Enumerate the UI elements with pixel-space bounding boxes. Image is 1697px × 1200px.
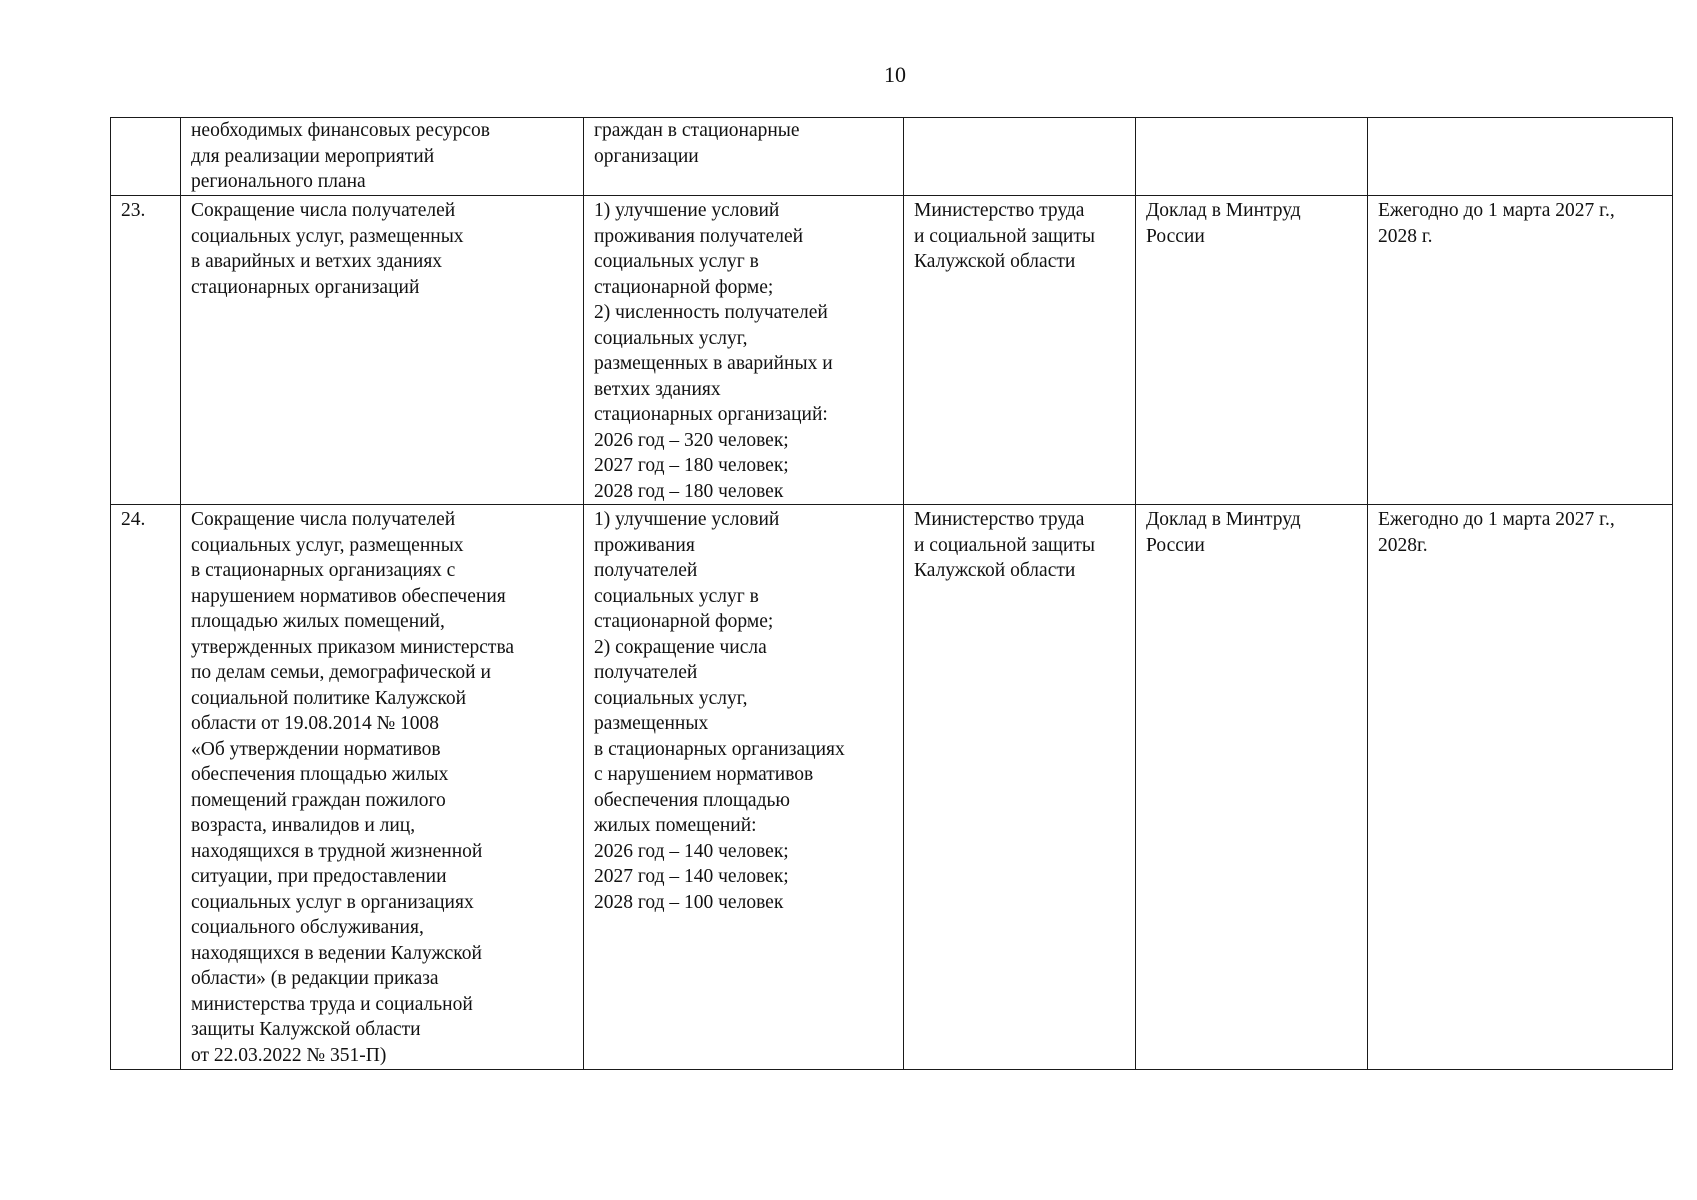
report-form-cell: Доклад в Минтруд России <box>1136 196 1368 505</box>
term-cell: Ежегодно до 1 марта 2027 г., 2028г. <box>1368 505 1673 1070</box>
report-form-cell <box>1136 118 1368 196</box>
responsible-cell: Министерство труда и социальной защиты Калужской области <box>904 196 1136 505</box>
page-number: 10 <box>884 62 906 87</box>
row-number: 24. <box>111 505 181 1070</box>
responsible-cell: Министерство труда и социальной защиты Калужской области <box>904 505 1136 1070</box>
row-number: 23. <box>111 196 181 505</box>
event-cell: Сокращение числа получателей социальных услуг, размещенных в аварийных и ветхих зданиях стационарных организаций <box>181 196 584 505</box>
table-row <box>111 505 1673 1070</box>
responsible-cell <box>904 118 1136 196</box>
table-row <box>111 118 1673 196</box>
result-cell: 1) улучшение условий проживания получателей социальных услуг в стационарной форме; 2) сокращение числа получателей социальных услуг, размещенных в стационарных организациях с нарушением нормативов обеспечения площадью жилых помещений: 2026 год – 140 человек; 2027 год – 140 человек; 2028 год – 100 человек <box>584 505 904 1070</box>
report-form-cell: Доклад в Минтруд России <box>1136 505 1368 1070</box>
table-row <box>111 196 1673 505</box>
event-cell: Сокращение числа получателей социальных услуг, размещенных в стационарных организациях с нарушением нормативов обеспечения площадью жилых помещений, утвержденных приказом министерства по делам семьи, демографической и социальной политике Калужской области от 19.08.2014 № 1008 «Об утверждении нормативов обеспечения площадью жилых помещений граждан пожилого возраста, инвалидов и лиц, находящихся в трудной жизненной ситуации, при предоставлении социальных услуг в организациях социального обслуживания, находящихся в ведении Калужской области» (в редакции приказа министерства труда и социальной защиты Калужской области от 22.03.2022 № 351-П) <box>181 505 584 1070</box>
result-cell: граждан в стационарные организации <box>584 118 904 196</box>
event-cell: необходимых финансовых ресурсов для реализации мероприятий регионального плана <box>181 118 584 196</box>
row-number <box>111 118 181 196</box>
term-cell <box>1368 118 1673 196</box>
term-cell: Ежегодно до 1 марта 2027 г., 2028 г. <box>1368 196 1673 505</box>
plan-table <box>110 117 1673 1070</box>
result-cell: 1) улучшение условий проживания получателей социальных услуг в стационарной форме; 2) численность получателей социальных услуг, размещенных в аварийных и ветхих зданиях стационарных организаций: 2026 год – 320 человек; 2027 год – 180 человек; 2028 год – 180 человек <box>584 196 904 505</box>
